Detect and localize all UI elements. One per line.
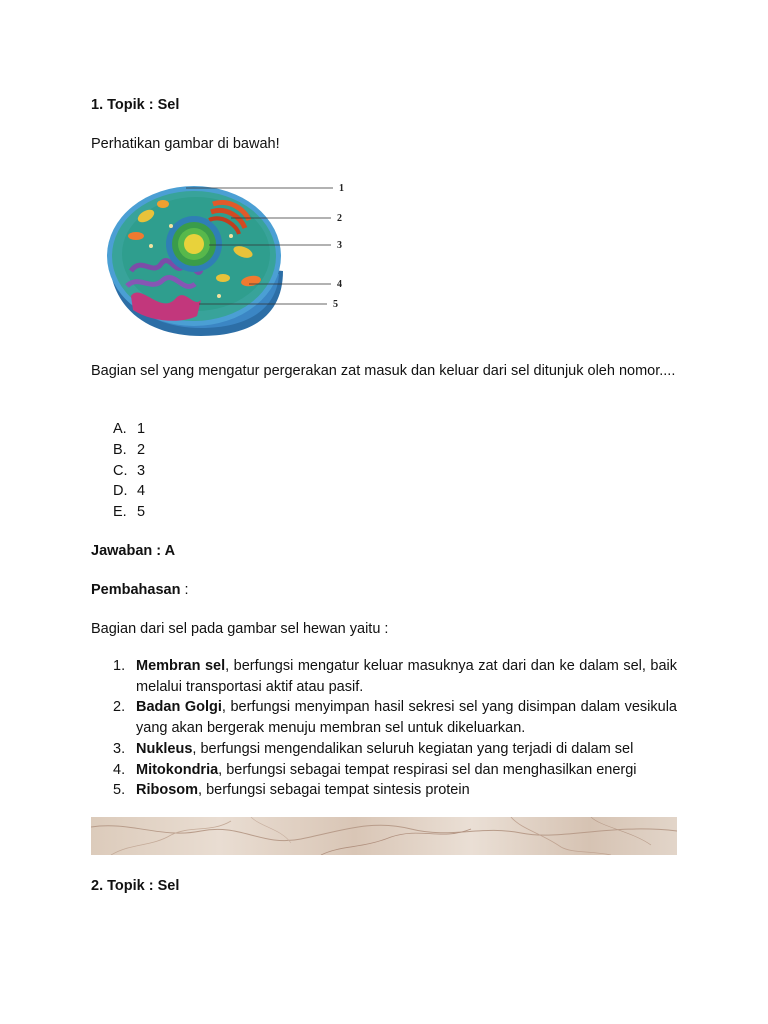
option-c: C. 3 xyxy=(113,463,146,479)
marble-divider xyxy=(91,817,677,855)
figure-label-2: 2 xyxy=(337,213,342,224)
figure-label-1: 1 xyxy=(339,183,344,194)
figure-label-3: 3 xyxy=(337,240,342,251)
figure-label-4: 4 xyxy=(337,279,342,290)
question-1-text: Bagian sel yang mengatur pergerakan zat masuk dan keluar dari sel ditunjuk oleh nomor.... xyxy=(91,363,676,379)
figure-label-5: 5 xyxy=(333,299,338,310)
question-1-instruction: Perhatikan gambar di bawah! xyxy=(91,136,280,152)
list-item: 3. Nukleus, berfungsi mengendalikan seluruh kegiatan yang terjadi di dalam sel xyxy=(113,741,634,757)
option-a: A. 1 xyxy=(113,421,146,437)
option-e: E. 5 xyxy=(113,504,146,520)
list-item: 2. Badan Golgi, berfungsi menyimpan hasil sekresi sel yang disimpan dalam vesikula yang akan bergerak menuju membran sel untuk dikeluarkan. xyxy=(113,699,677,736)
answer-line: Jawaban : A xyxy=(91,543,176,559)
list-item: 4. Mitokondria, berfungsi sebagai tempat respirasi sel dan menghasilkan energi xyxy=(113,762,637,778)
list-item: 1. Membran sel, berfungsi mengatur keluar masuknya zat dari dan ke dalam sel, baik melalui transportasi aktif atau pasif. xyxy=(113,658,677,695)
list-item: 5. Ribosom, berfungsi sebagai tempat sintesis protein xyxy=(113,782,470,798)
animal-cell-diagram xyxy=(101,176,351,338)
option-d: D. 4 xyxy=(113,483,146,499)
option-b: B. 2 xyxy=(113,442,146,458)
question-2-title: 2. Topik : Sel xyxy=(91,878,180,894)
discussion-heading: Pembahasan : xyxy=(91,582,189,598)
discussion-intro: Bagian dari sel pada gambar sel hewan yaitu : xyxy=(91,621,389,637)
question-1-title: 1. Topik : Sel xyxy=(91,97,180,113)
